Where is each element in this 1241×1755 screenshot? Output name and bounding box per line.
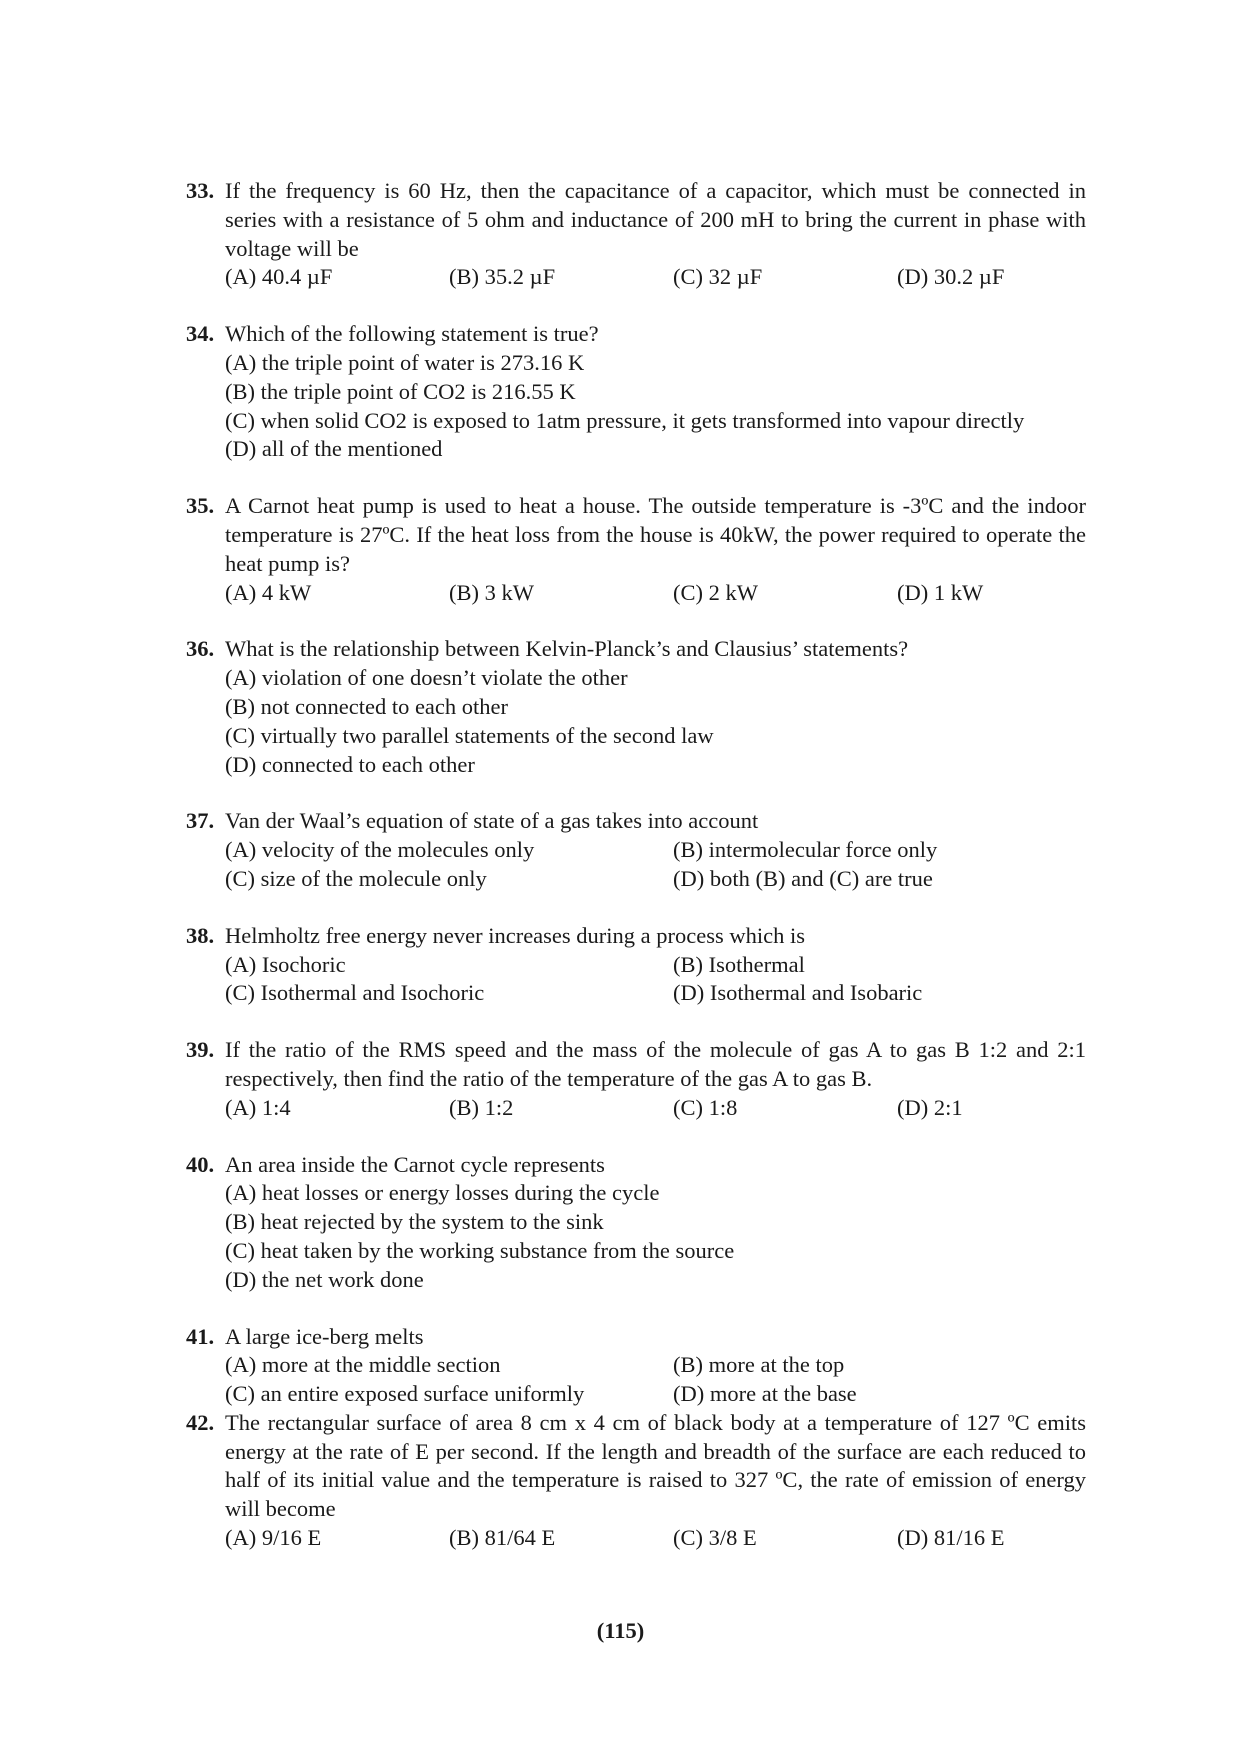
options-row — [225, 979, 1086, 1008]
question-39 — [186, 1036, 1086, 1122]
option-d: (D) 2:1 — [897, 1094, 963, 1120]
option-d: (D) 1 kW — [897, 579, 984, 605]
option-a: (A) more at the middle section — [225, 1352, 501, 1378]
question-text: If the frequency is 60 Hz, then the capacitance of a capacitor, which must be connected in series with a resistance of 5 ohm and inductance of 200 mH to bring the current in phase with voltage will be — [225, 178, 1086, 261]
option-a: (A) violation of one doesn’t violate the other — [225, 665, 628, 691]
question-33 — [186, 177, 1086, 292]
option-d: (D) 30.2 µF — [897, 264, 1005, 290]
options-row — [225, 836, 1086, 865]
option-b: (B) Isothermal — [673, 951, 805, 977]
option-a: (A) 1:4 — [225, 1094, 291, 1120]
question-41 — [186, 1323, 1086, 1409]
question-text: A large ice-berg melts — [225, 1323, 424, 1349]
option-b: (B) 81/64 E — [449, 1525, 556, 1551]
option-c: (C) 3/8 E — [673, 1525, 757, 1551]
question-list — [186, 177, 1086, 1581]
question-37 — [186, 807, 1086, 893]
option-a: (A) 4 kW — [225, 579, 312, 605]
option-d: (D) connected to each other — [225, 751, 475, 777]
question-42 — [186, 1409, 1086, 1553]
question-text: Which of the following statement is true? — [225, 321, 599, 347]
option-d: (D) the net work done — [225, 1266, 424, 1292]
question-text: An area inside the Carnot cycle represents — [225, 1151, 605, 1177]
question-38 — [186, 922, 1086, 1008]
question-number: 42. — [186, 1409, 215, 1435]
question-text: Van der Waal’s equation of state of a gas takes into account — [225, 808, 759, 834]
option-d: (D) 81/16 E — [897, 1525, 1005, 1551]
question-number: 40. — [186, 1151, 215, 1177]
option-c: (C) virtually two parallel statements of the second law — [225, 722, 714, 748]
options-row — [225, 1380, 1086, 1409]
option-b: (B) 1:2 — [449, 1094, 514, 1120]
question-number: 38. — [186, 922, 215, 948]
option-c: (C) when solid CO2 is exposed to 1atm pressure, it gets transformed into vapour directly — [225, 407, 1025, 433]
option-a: (A) the triple point of water is 273.16 K — [225, 349, 585, 375]
question-number: 33. — [186, 178, 215, 203]
options-row — [225, 951, 1086, 980]
question-number: 36. — [186, 636, 215, 662]
option-a: (A) 40.4 µF — [225, 264, 333, 290]
options-row — [225, 1524, 1086, 1553]
page-number: (115) — [596, 1618, 645, 1643]
option-d: (D) more at the base — [673, 1381, 857, 1407]
question-text: A Carnot heat pump is used to heat a house. The outside temperature is -3ºC and the indoor temperature is 27ºC. If the heat loss from the house is 40kW, the power required to operate the heat pump is? — [225, 493, 1086, 576]
option-d: (D) Isothermal and Isobaric — [673, 980, 923, 1006]
question-number: 39. — [186, 1037, 215, 1063]
question-number: 41. — [186, 1323, 215, 1349]
option-a: (A) velocity of the molecules only — [225, 837, 535, 863]
option-a: (A) Isochoric — [225, 951, 346, 977]
question-35 — [186, 492, 1086, 607]
option-d: (D) all of the mentioned — [225, 436, 443, 462]
question-number: 37. — [186, 808, 215, 834]
option-c: (C) heat taken by the working substance from the source — [225, 1237, 735, 1263]
options-row — [225, 263, 1086, 292]
option-c: (C) 2 kW — [673, 579, 758, 605]
option-a: (A) heat losses or energy losses during the cycle — [225, 1180, 660, 1206]
option-b: (B) 3 kW — [449, 579, 534, 605]
option-c: (C) 32 µF — [673, 264, 763, 290]
option-b: (B) not connected to each other — [225, 693, 509, 719]
question-text: Helmholtz free energy never increases during a process which is — [225, 922, 805, 948]
question-text: The rectangular surface of area 8 cm x 4 cm of black body at a temperature of 127 ºC emits energy at the rate of E per second. If the length and breadth of the surface are each reduced to half of its initial value and the temperature is raised to 327 ºC, the rate of emission of energy will become — [225, 1409, 1086, 1522]
question-text: If the ratio of the RMS speed and the mass of the molecule of gas A to gas B 1:2 and 2:1 respectively, then find the ratio of the temperature of the gas A to gas B. — [225, 1037, 1086, 1091]
option-b: (B) intermolecular force only — [673, 837, 938, 863]
options-row — [225, 579, 1086, 608]
option-d: (D) both (B) and (C) are true — [673, 865, 933, 891]
question-36 — [186, 635, 1086, 779]
question-40 — [186, 1151, 1086, 1295]
options-row — [225, 865, 1086, 894]
option-c: (C) an entire exposed surface uniformly — [225, 1381, 585, 1407]
option-c: (C) size of the molecule only — [225, 865, 487, 891]
options-row — [225, 1094, 1086, 1123]
option-c: (C) 1:8 — [673, 1094, 738, 1120]
question-number: 34. — [186, 321, 215, 347]
option-c: (C) Isothermal and Isochoric — [225, 980, 485, 1006]
option-b: (B) the triple point of CO2 is 216.55 K — [225, 378, 576, 404]
options-row — [225, 1351, 1086, 1380]
option-b: (B) 35.2 µF — [449, 264, 556, 290]
question-34 — [186, 320, 1086, 464]
option-a: (A) 9/16 E — [225, 1525, 322, 1551]
question-number: 35. — [186, 493, 215, 519]
question-text: What is the relationship between Kelvin-Planck’s and Clausius’ statements? — [225, 636, 909, 662]
option-b: (B) more at the top — [673, 1352, 845, 1378]
option-b: (B) heat rejected by the system to the sink — [225, 1209, 604, 1235]
